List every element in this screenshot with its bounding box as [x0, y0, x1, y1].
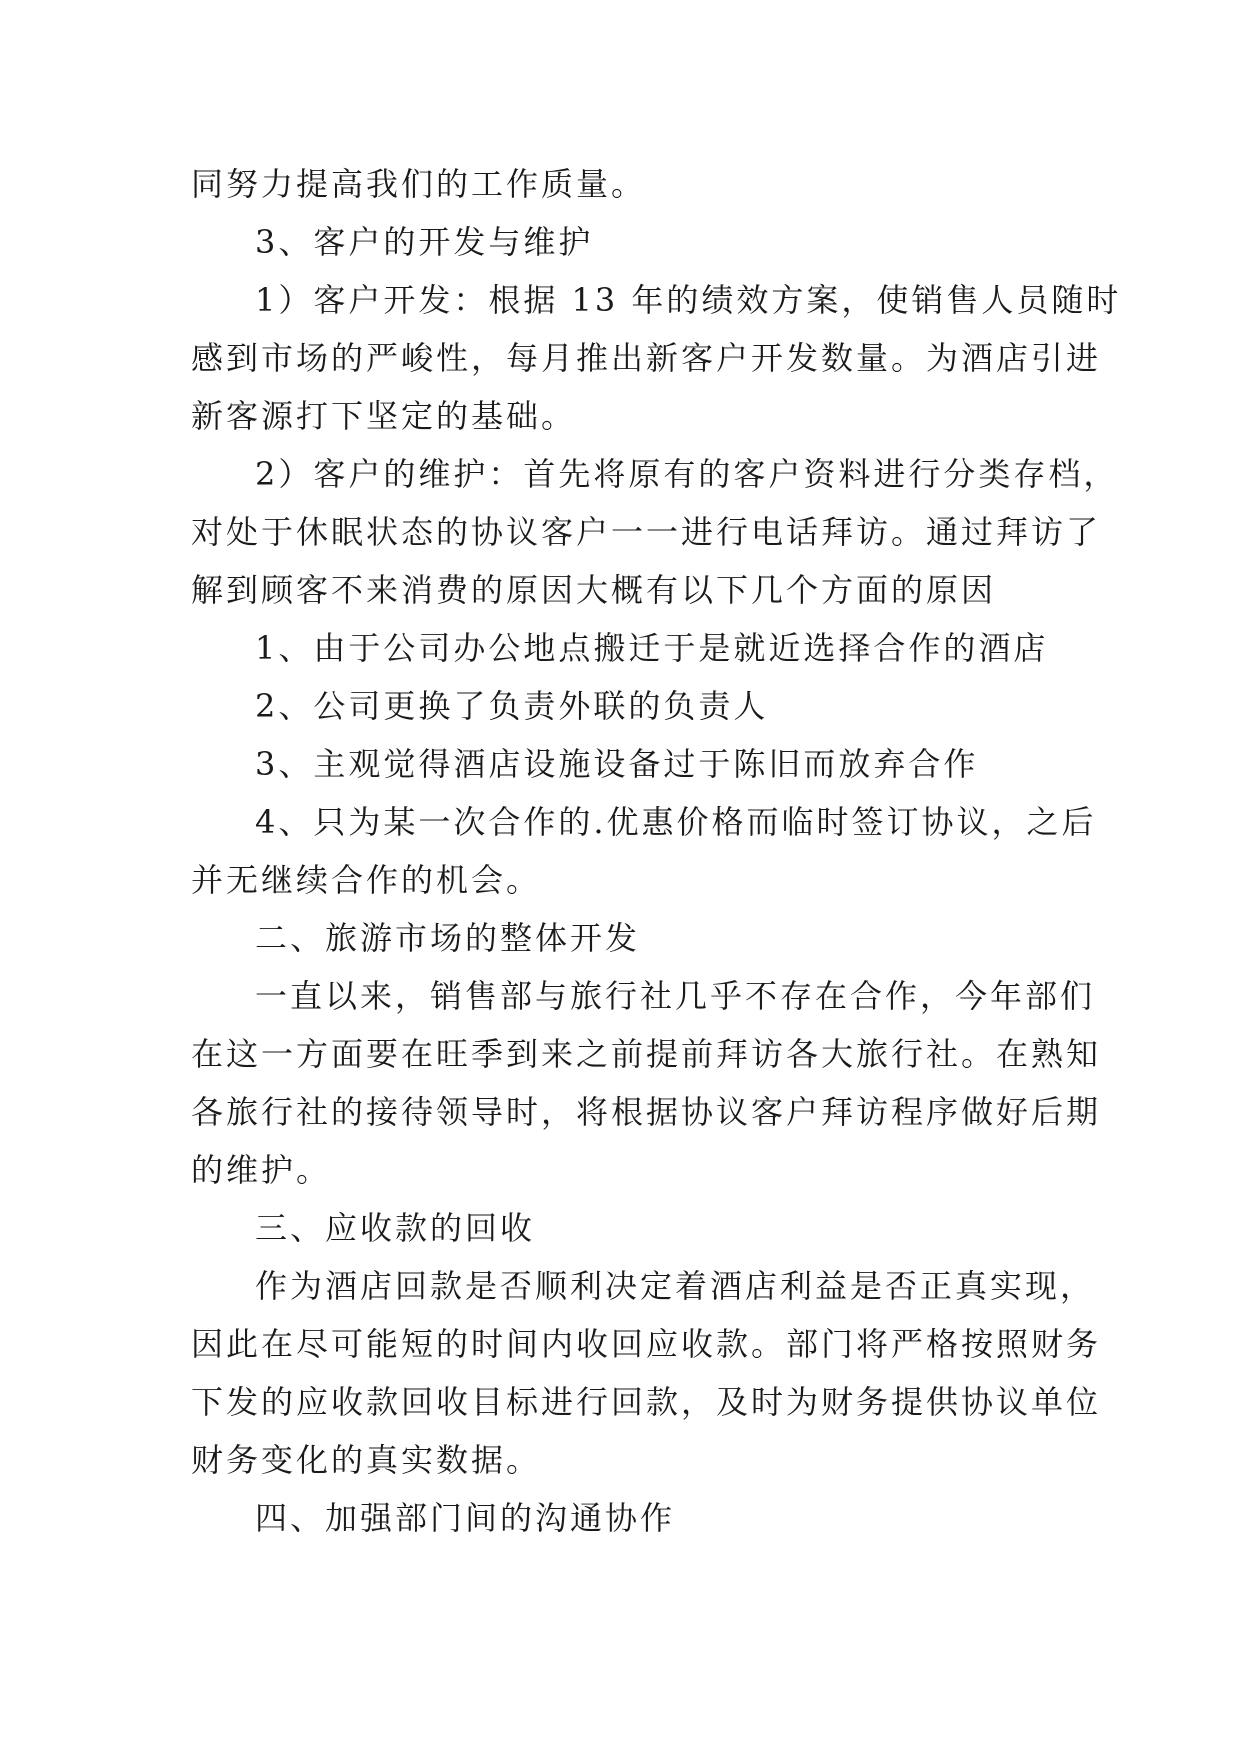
text-line: 二、旅游市场的整体开发 — [255, 919, 641, 957]
paragraph — [191, 619, 1061, 677]
paragraph — [191, 793, 1097, 909]
paragraph — [191, 445, 1119, 619]
document-body — [191, 155, 1122, 1547]
text-line: 1、由于公司办公地点搬迁于是就近选择合作的酒店 — [255, 629, 1049, 667]
text-line: 并无继续合作的机会。 — [191, 861, 542, 899]
text-line: 解到顾客不来消费的原因大概有以下几个方面的原因 — [191, 571, 997, 609]
text-line: 在这一方面要在旺季到来之前提前拜访各大旅行社。在熟知 — [191, 1035, 1102, 1073]
paragraph — [191, 735, 1061, 793]
text-line: 2）客户的维护：首先将原有的客户资料进行分类存档， — [255, 455, 1119, 493]
text-line: 各旅行社的接待领导时，将根据协议客户拜访程序做好后期 — [191, 1093, 1102, 1131]
text-line: 2、公司更换了负责外联的负责人 — [255, 687, 769, 725]
paragraph — [191, 677, 1061, 735]
text-line: 财务变化的真实数据。 — [191, 1441, 542, 1479]
paragraph — [191, 1489, 1061, 1547]
paragraph — [191, 155, 1061, 213]
text-line: 三、应收款的回收 — [255, 1209, 536, 1247]
text-line: 3、主观觉得酒店设施设备过于陈旧而放弃合作 — [255, 745, 979, 783]
text-line: 一直以来，销售部与旅行社几乎不存在合作，今年部们 — [255, 977, 1096, 1015]
text-line: 3、客户的开发与维护 — [255, 223, 594, 261]
paragraph — [191, 213, 1061, 271]
paragraph — [191, 271, 1122, 445]
paragraph — [191, 967, 1102, 1199]
text-line: 因此在尽可能短的时间内收回应收款。部门将严格按照财务 — [191, 1325, 1102, 1363]
text-line: 四、加强部门间的沟通协作 — [255, 1499, 676, 1537]
text-line: 对处于休眠状态的协议客户一一进行电话拜访。通过拜访了 — [191, 513, 1102, 551]
text-line: 4、只为某一次合作的.优惠价格而临时签订协议，之后 — [255, 803, 1097, 841]
paragraph — [191, 1199, 1061, 1257]
text-line: 1）客户开发：根据 13 年的绩效方案，使销售人员随时 — [255, 281, 1122, 319]
text-line: 感到市场的严峻性，每月推出新客户开发数量。为酒店引进 — [191, 339, 1102, 377]
paragraph — [191, 1257, 1102, 1489]
text-line: 作为酒店回款是否顺利决定着酒店利益是否正真实现， — [255, 1267, 1096, 1305]
text-line: 的维护。 — [191, 1151, 332, 1189]
text-line: 同努力提高我们的工作质量。 — [191, 165, 647, 203]
text-line: 下发的应收款回收目标进行回款，及时为财务提供协议单位 — [191, 1383, 1102, 1421]
text-line: 新客源打下坚定的基础。 — [191, 397, 577, 435]
paragraph — [191, 909, 1061, 967]
